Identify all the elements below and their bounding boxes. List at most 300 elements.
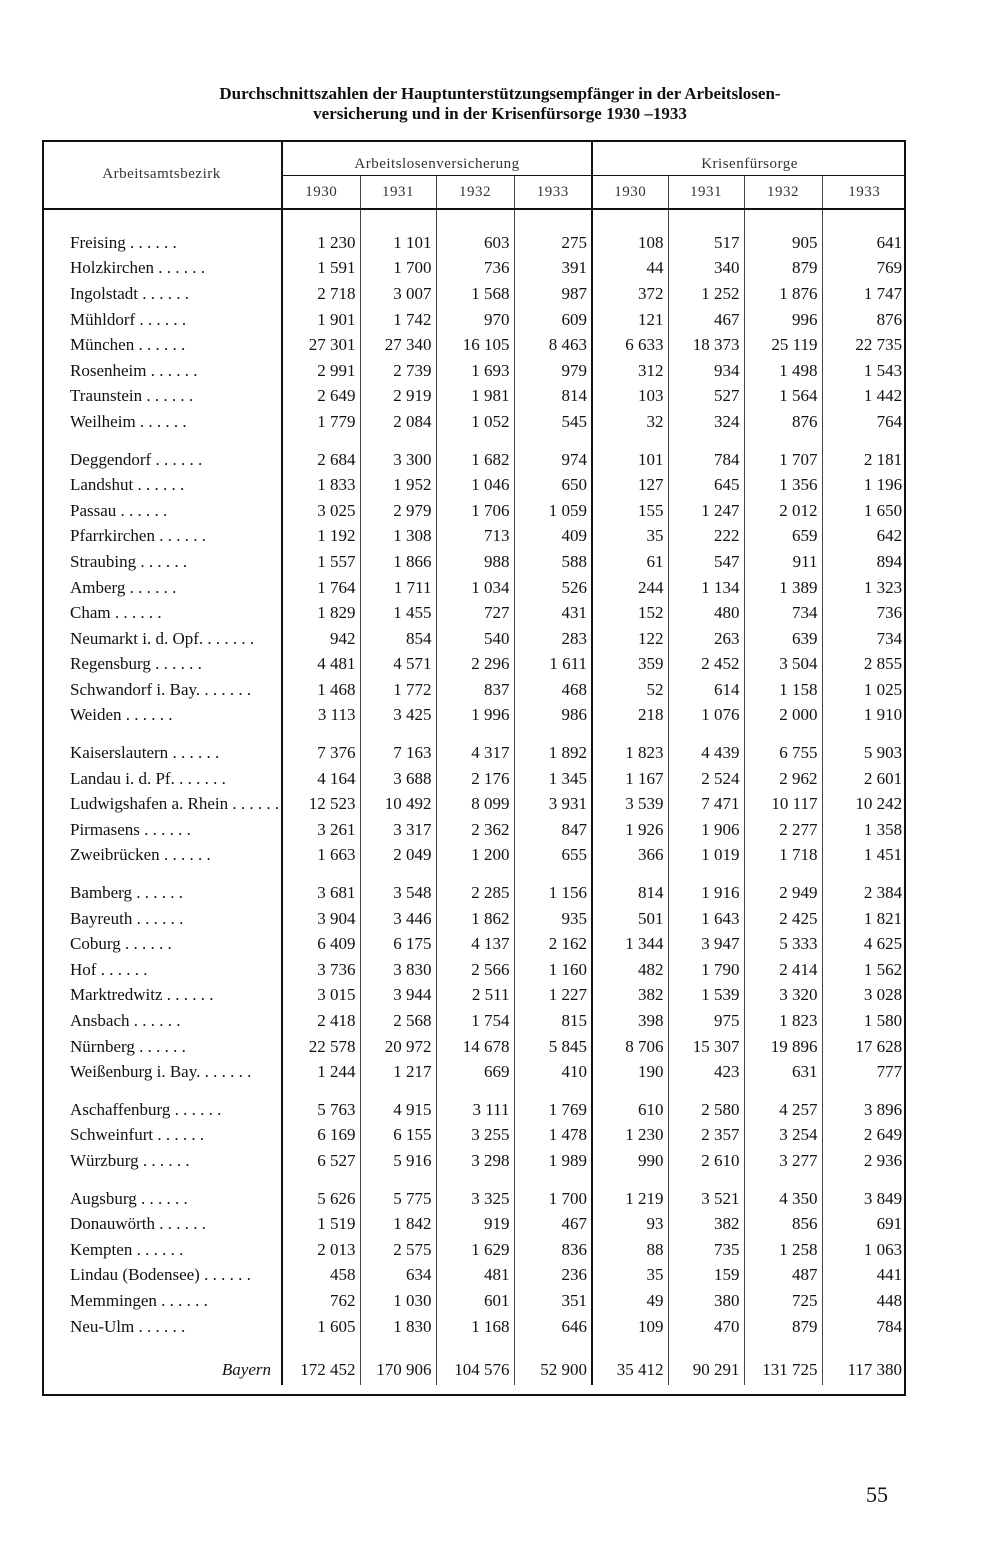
insurance-value: 1 244 [282, 1059, 360, 1085]
table-row [42, 843, 906, 869]
table-row [42, 409, 906, 435]
table-row [42, 256, 906, 282]
crisis-relief-value: 441 [876, 1265, 903, 1285]
leader-dots: . . . . . . [142, 283, 189, 303]
crisis-relief-value: 263 [668, 626, 744, 652]
insurance-value: 1 742 [360, 307, 436, 333]
district-label: Bamberg [70, 883, 133, 903]
crisis-relief-value: 764 [876, 411, 903, 431]
insurance-value: 1 779 [282, 409, 360, 435]
crisis-relief-value: 218 [592, 703, 668, 729]
crisis-relief-value: 934 [668, 358, 744, 384]
table-row [42, 740, 906, 766]
crisis-relief-value: 659 [744, 524, 822, 550]
district-name: Bayern [42, 1351, 282, 1385]
insurance-value: 3 111 [436, 1097, 514, 1123]
insurance-value: 609 [514, 307, 592, 333]
leader-dots: . . . . . . [204, 1062, 252, 1082]
crisis-relief-value: 1 543 [863, 360, 903, 380]
district-name [42, 1211, 282, 1237]
insurance-value: 104 576 [436, 1351, 514, 1385]
insurance-value: 1 468 [282, 677, 360, 703]
insurance-value: 283 [514, 626, 592, 652]
insurance-value: 27 340 [360, 332, 436, 358]
table-row [42, 230, 906, 256]
crisis-relief-value: 6 755 [744, 740, 822, 766]
insurance-value: 170 906 [360, 1351, 436, 1385]
crisis-relief-value: 127 [592, 472, 668, 498]
insurance-value: 4 164 [282, 766, 360, 792]
insurance-value: 987 [514, 281, 592, 307]
table-row [42, 524, 906, 550]
crisis-relief-value: 2 414 [744, 957, 822, 983]
insurance-value: 1 829 [282, 600, 360, 626]
crisis-relief-value: 876 [876, 309, 903, 329]
insurance-value: 1 611 [514, 652, 592, 678]
leader-dots: . . . . . . [142, 1150, 190, 1170]
year-header: 1933 [514, 176, 592, 210]
insurance-value: 10 492 [360, 791, 436, 817]
insurance-value: 3 255 [436, 1123, 514, 1149]
district-name [42, 931, 282, 957]
insurance-value: 431 [514, 600, 592, 626]
group-header-crisis-relief: Krisenfürsorge [592, 140, 906, 176]
insurance-value: 3 904 [282, 906, 360, 932]
leader-dots: . . . . . . [204, 679, 252, 699]
crisis-relief-value: 547 [668, 549, 744, 575]
crisis-relief-value: 2 012 [744, 498, 822, 524]
insurance-value: 919 [436, 1211, 514, 1237]
insurance-value: 1 200 [436, 843, 514, 869]
title-line-2: versicherung und in der Krisenfürsorge 1930 –1933 [313, 104, 687, 123]
crisis-relief-value: 448 [876, 1290, 903, 1310]
table-row [42, 880, 906, 906]
district-name [42, 600, 282, 626]
insurance-value: 2 991 [282, 358, 360, 384]
insurance-value: 588 [514, 549, 592, 575]
district-name [42, 677, 282, 703]
crisis-relief-value: 879 [744, 1314, 822, 1340]
district-label: Pfarrkirchen [70, 526, 155, 546]
crisis-relief-value: 3 254 [744, 1123, 822, 1149]
crisis-relief-value: 1 252 [668, 281, 744, 307]
district-name [42, 472, 282, 498]
insurance-value: 1 901 [282, 307, 360, 333]
insurance-value: 1 455 [360, 600, 436, 626]
crisis-relief-value: 101 [592, 447, 668, 473]
district-name [42, 1288, 282, 1314]
district-name [42, 740, 282, 766]
insurance-value: 2 084 [360, 409, 436, 435]
insurance-value: 3 681 [282, 880, 360, 906]
crisis-relief-value: 1 063 [863, 1239, 903, 1259]
insurance-value: 6 175 [360, 931, 436, 957]
insurance-value: 1 030 [360, 1288, 436, 1314]
table-row [42, 549, 906, 575]
crisis-relief-value: 1 823 [744, 1008, 822, 1034]
crisis-relief-value: 734 [744, 600, 822, 626]
crisis-relief-value: 25 119 [744, 332, 822, 358]
insurance-value: 713 [436, 524, 514, 550]
insurance-value: 5 775 [360, 1186, 436, 1212]
insurance-value: 2 296 [436, 652, 514, 678]
insurance-value: 988 [436, 549, 514, 575]
crisis-relief-value: 10 117 [744, 791, 822, 817]
insurance-value: 603 [436, 230, 514, 256]
leader-dots: . . . . . . [136, 883, 184, 903]
insurance-value: 172 452 [282, 1351, 360, 1385]
crisis-relief-value: 3 521 [668, 1186, 744, 1212]
year-header: 1930 [282, 176, 360, 210]
district-name [42, 447, 282, 473]
insurance-value: 837 [436, 677, 514, 703]
table-row [42, 498, 906, 524]
crisis-relief-value: 380 [668, 1288, 744, 1314]
table-row [42, 1034, 906, 1060]
insurance-value: 14 678 [436, 1034, 514, 1060]
crisis-relief-value: 1 876 [744, 281, 822, 307]
insurance-value: 468 [514, 677, 592, 703]
insurance-value: 2 013 [282, 1237, 360, 1263]
leader-dots: . . . . . . [140, 551, 188, 571]
table-row [42, 652, 906, 678]
crisis-relief-value: 1 219 [592, 1186, 668, 1212]
crisis-relief-value: 856 [744, 1211, 822, 1237]
crisis-relief-value: 1 906 [668, 817, 744, 843]
crisis-relief-value: 482 [592, 957, 668, 983]
insurance-value: 650 [514, 472, 592, 498]
crisis-relief-value: 1 539 [668, 983, 744, 1009]
insurance-value: 6 409 [282, 931, 360, 957]
insurance-value: 3 736 [282, 957, 360, 983]
district-name [42, 358, 282, 384]
table-row [42, 703, 906, 729]
crisis-relief-value: 1 823 [592, 740, 668, 766]
insurance-value: 2 684 [282, 447, 360, 473]
insurance-value: 1 308 [360, 524, 436, 550]
crisis-relief-value: 159 [668, 1263, 744, 1289]
district-header: Arbeitsamtsbezirk [42, 140, 282, 209]
crisis-relief-value: 1 916 [668, 880, 744, 906]
leader-dots: . . . . . . [155, 449, 203, 469]
crisis-relief-value: 10 242 [855, 794, 903, 814]
leader-dots: . . . . . . [139, 411, 187, 431]
insurance-value: 526 [514, 575, 592, 601]
leader-dots: . . . . . . [139, 309, 187, 329]
insurance-value: 854 [360, 626, 436, 652]
district-label: Passau [70, 500, 117, 520]
insurance-value: 12 523 [282, 791, 360, 817]
year-header: 1932 [744, 176, 822, 210]
crisis-relief-value: 382 [668, 1211, 744, 1237]
table-row [42, 1097, 906, 1123]
crisis-relief-value: 3 896 [863, 1099, 903, 1119]
insurance-value: 22 578 [282, 1034, 360, 1060]
crisis-relief-value: 15 307 [668, 1034, 744, 1060]
crisis-relief-value: 5 903 [863, 743, 903, 763]
insurance-value: 979 [514, 358, 592, 384]
crisis-relief-value: 17 628 [855, 1036, 903, 1056]
district-name [42, 281, 282, 307]
insurance-value: 8 463 [514, 332, 592, 358]
district-label: Kempten [70, 1239, 133, 1259]
insurance-value: 275 [514, 230, 592, 256]
crisis-relief-value: 1 356 [744, 472, 822, 498]
crisis-relief-value: 725 [744, 1288, 822, 1314]
crisis-relief-value: 340 [668, 256, 744, 282]
insurance-value: 2 285 [436, 880, 514, 906]
table-row [42, 384, 906, 410]
insurance-value: 646 [514, 1314, 592, 1340]
insurance-value: 3 425 [360, 703, 436, 729]
insurance-value: 1 866 [360, 549, 436, 575]
insurance-value: 3 298 [436, 1148, 514, 1174]
district-label: Kaiserslautern [70, 743, 169, 763]
table-row [42, 281, 906, 307]
insurance-value: 2 718 [282, 281, 360, 307]
leader-dots: . . . . . . [158, 258, 206, 278]
insurance-value: 5 845 [514, 1034, 592, 1060]
insurance-value: 6 155 [360, 1123, 436, 1149]
crisis-relief-value: 7 471 [668, 791, 744, 817]
insurance-value: 4 137 [436, 931, 514, 957]
district-label: Pirmasens [70, 819, 140, 839]
crisis-relief-value: 1 910 [863, 705, 903, 725]
insurance-value: 3 548 [360, 880, 436, 906]
leader-dots: . . . . . . [207, 628, 255, 648]
crisis-relief-value: 1 562 [863, 959, 903, 979]
insurance-value: 1 772 [360, 677, 436, 703]
insurance-value: 8 099 [436, 791, 514, 817]
statistics-table [42, 140, 906, 1385]
insurance-value: 1 833 [282, 472, 360, 498]
table-row [42, 931, 906, 957]
insurance-value: 1 711 [360, 575, 436, 601]
district-label: Straubing [70, 551, 137, 571]
crisis-relief-value: 93 [592, 1211, 668, 1237]
district-name [42, 957, 282, 983]
crisis-relief-value: 3 504 [744, 652, 822, 678]
district-name [42, 1008, 282, 1034]
district-label: Nürnberg [70, 1036, 135, 1056]
page-number: 55 [866, 1482, 888, 1507]
table-body [42, 209, 906, 1385]
crisis-relief-value: 2 855 [863, 654, 903, 674]
insurance-value: 1 101 [360, 230, 436, 256]
insurance-value: 3 113 [282, 703, 360, 729]
district-name [42, 256, 282, 282]
crisis-relief-value: 3 277 [744, 1148, 822, 1174]
crisis-relief-value: 1 650 [863, 500, 903, 520]
crisis-relief-value: 1 707 [744, 447, 822, 473]
crisis-relief-value: 641 [876, 232, 903, 252]
crisis-relief-value: 90 291 [668, 1351, 744, 1385]
insurance-value: 1 629 [436, 1237, 514, 1263]
page-title [60, 84, 940, 124]
crisis-relief-value: 244 [592, 575, 668, 601]
district-label: Memmingen [70, 1290, 157, 1310]
crisis-relief-value: 19 896 [744, 1034, 822, 1060]
district-label: Neu-Ulm [70, 1316, 135, 1336]
leader-dots: . . . . . . [137, 475, 185, 495]
insurance-value: 1 862 [436, 906, 514, 932]
crisis-relief-value: 2 452 [668, 652, 744, 678]
crisis-relief-value: 784 [668, 447, 744, 473]
insurance-value: 4 571 [360, 652, 436, 678]
district-name [42, 1059, 282, 1085]
insurance-value: 4 481 [282, 652, 360, 678]
crisis-relief-value: 639 [744, 626, 822, 652]
leader-dots: . . . . . . [232, 794, 280, 814]
crisis-relief-value: 814 [592, 880, 668, 906]
leader-dots: . . . . . . [138, 1316, 186, 1336]
insurance-value: 1 168 [436, 1314, 514, 1340]
district-label: Deggendorf [70, 449, 152, 469]
crisis-relief-value: 61 [592, 549, 668, 575]
insurance-value: 2 919 [360, 384, 436, 410]
crisis-relief-value: 2 524 [668, 766, 744, 792]
district-name [42, 1314, 282, 1340]
crisis-relief-value: 777 [876, 1062, 903, 1082]
table-row [42, 1148, 906, 1174]
district-name [42, 498, 282, 524]
crisis-relief-value: 35 412 [592, 1351, 668, 1385]
leader-dots: . . . . . . [124, 934, 172, 954]
crisis-relief-value: 4 350 [744, 1186, 822, 1212]
table-row [42, 472, 906, 498]
insurance-value: 1 663 [282, 843, 360, 869]
district-name [42, 983, 282, 1009]
table-row [42, 1186, 906, 1212]
leader-dots: . . . . . . [100, 959, 148, 979]
district-name [42, 230, 282, 256]
crisis-relief-value: 155 [592, 498, 668, 524]
crisis-relief-value: 1 230 [592, 1123, 668, 1149]
crisis-relief-value: 1 158 [744, 677, 822, 703]
insurance-value: 1 034 [436, 575, 514, 601]
district-name [42, 703, 282, 729]
crisis-relief-value: 312 [592, 358, 668, 384]
insurance-value: 3 944 [360, 983, 436, 1009]
leader-dots: . . . . . . [163, 845, 211, 865]
insurance-value: 6 527 [282, 1148, 360, 1174]
table-row [42, 626, 906, 652]
insurance-value: 847 [514, 817, 592, 843]
insurance-value: 736 [436, 256, 514, 282]
table-row [42, 1314, 906, 1340]
year-header: 1931 [668, 176, 744, 210]
insurance-value: 1 700 [514, 1186, 592, 1212]
crisis-relief-value: 879 [744, 256, 822, 282]
insurance-value: 3 025 [282, 498, 360, 524]
crisis-relief-value: 1 258 [744, 1237, 822, 1263]
insurance-value: 2 568 [360, 1008, 436, 1034]
insurance-value: 2 511 [436, 983, 514, 1009]
district-name [42, 1263, 282, 1289]
insurance-value: 3 446 [360, 906, 436, 932]
crisis-relief-value: 2 936 [863, 1150, 903, 1170]
crisis-relief-value: 996 [744, 307, 822, 333]
insurance-value: 1 519 [282, 1211, 360, 1237]
district-name [42, 906, 282, 932]
crisis-relief-value: 1 498 [744, 358, 822, 384]
district-label: Traunstein [70, 386, 143, 406]
insurance-value: 7 376 [282, 740, 360, 766]
crisis-relief-value: 1 076 [668, 703, 744, 729]
crisis-relief-value: 122 [592, 626, 668, 652]
district-label: Ansbach [70, 1011, 130, 1031]
district-label: Donauwörth [70, 1214, 155, 1234]
insurance-value: 655 [514, 843, 592, 869]
insurance-value: 1 059 [514, 498, 592, 524]
insurance-value: 601 [436, 1288, 514, 1314]
table-row [42, 358, 906, 384]
table-row [42, 791, 906, 817]
crisis-relief-value: 517 [668, 230, 744, 256]
insurance-value: 814 [514, 384, 592, 410]
crisis-relief-value: 2 425 [744, 906, 822, 932]
crisis-relief-value: 152 [592, 600, 668, 626]
crisis-relief-value: 735 [668, 1237, 744, 1263]
crisis-relief-value: 1 821 [863, 908, 903, 928]
crisis-relief-value: 44 [592, 256, 668, 282]
crisis-relief-value: 2 610 [668, 1148, 744, 1174]
district-label: Lindau (Bodensee) [70, 1265, 200, 1285]
crisis-relief-value: 131 725 [744, 1351, 822, 1385]
insurance-value: 2 566 [436, 957, 514, 983]
table-row [42, 600, 906, 626]
crisis-relief-value: 109 [592, 1314, 668, 1340]
leader-dots: . . . . . . [120, 500, 168, 520]
district-label: Würzburg [70, 1150, 139, 1170]
crisis-relief-value: 108 [592, 230, 668, 256]
table-row [42, 332, 906, 358]
crisis-relief-value: 121 [592, 307, 668, 333]
crisis-relief-value: 975 [668, 1008, 744, 1034]
insurance-value: 545 [514, 409, 592, 435]
crisis-relief-value: 467 [668, 307, 744, 333]
crisis-relief-value: 2 277 [744, 817, 822, 843]
insurance-value: 2 362 [436, 817, 514, 843]
district-label: Holzkirchen [70, 258, 155, 278]
insurance-value: 2 979 [360, 498, 436, 524]
crisis-relief-value: 734 [876, 628, 903, 648]
insurance-value: 1 217 [360, 1059, 436, 1085]
insurance-value: 1 156 [514, 880, 592, 906]
crisis-relief-value: 2 949 [744, 880, 822, 906]
leader-dots: . . . . . . [179, 768, 226, 788]
crisis-relief-value: 736 [876, 603, 903, 623]
district-name [42, 409, 282, 435]
crisis-relief-value: 1 247 [668, 498, 744, 524]
insurance-value: 16 105 [436, 332, 514, 358]
district-name [42, 817, 282, 843]
district-name [42, 575, 282, 601]
crisis-relief-value: 4 257 [744, 1097, 822, 1123]
insurance-value: 634 [360, 1263, 436, 1289]
insurance-value: 1 605 [282, 1314, 360, 1340]
table-row [42, 307, 906, 333]
district-name [42, 880, 282, 906]
crisis-relief-value: 35 [592, 524, 668, 550]
table-row [42, 983, 906, 1009]
crisis-relief-value: 103 [592, 384, 668, 410]
leader-dots: . . . . . . [172, 743, 220, 763]
crisis-relief-value: 1 389 [744, 575, 822, 601]
crisis-relief-value: 1 358 [863, 819, 903, 839]
insurance-value: 727 [436, 600, 514, 626]
crisis-relief-value: 1 564 [744, 384, 822, 410]
